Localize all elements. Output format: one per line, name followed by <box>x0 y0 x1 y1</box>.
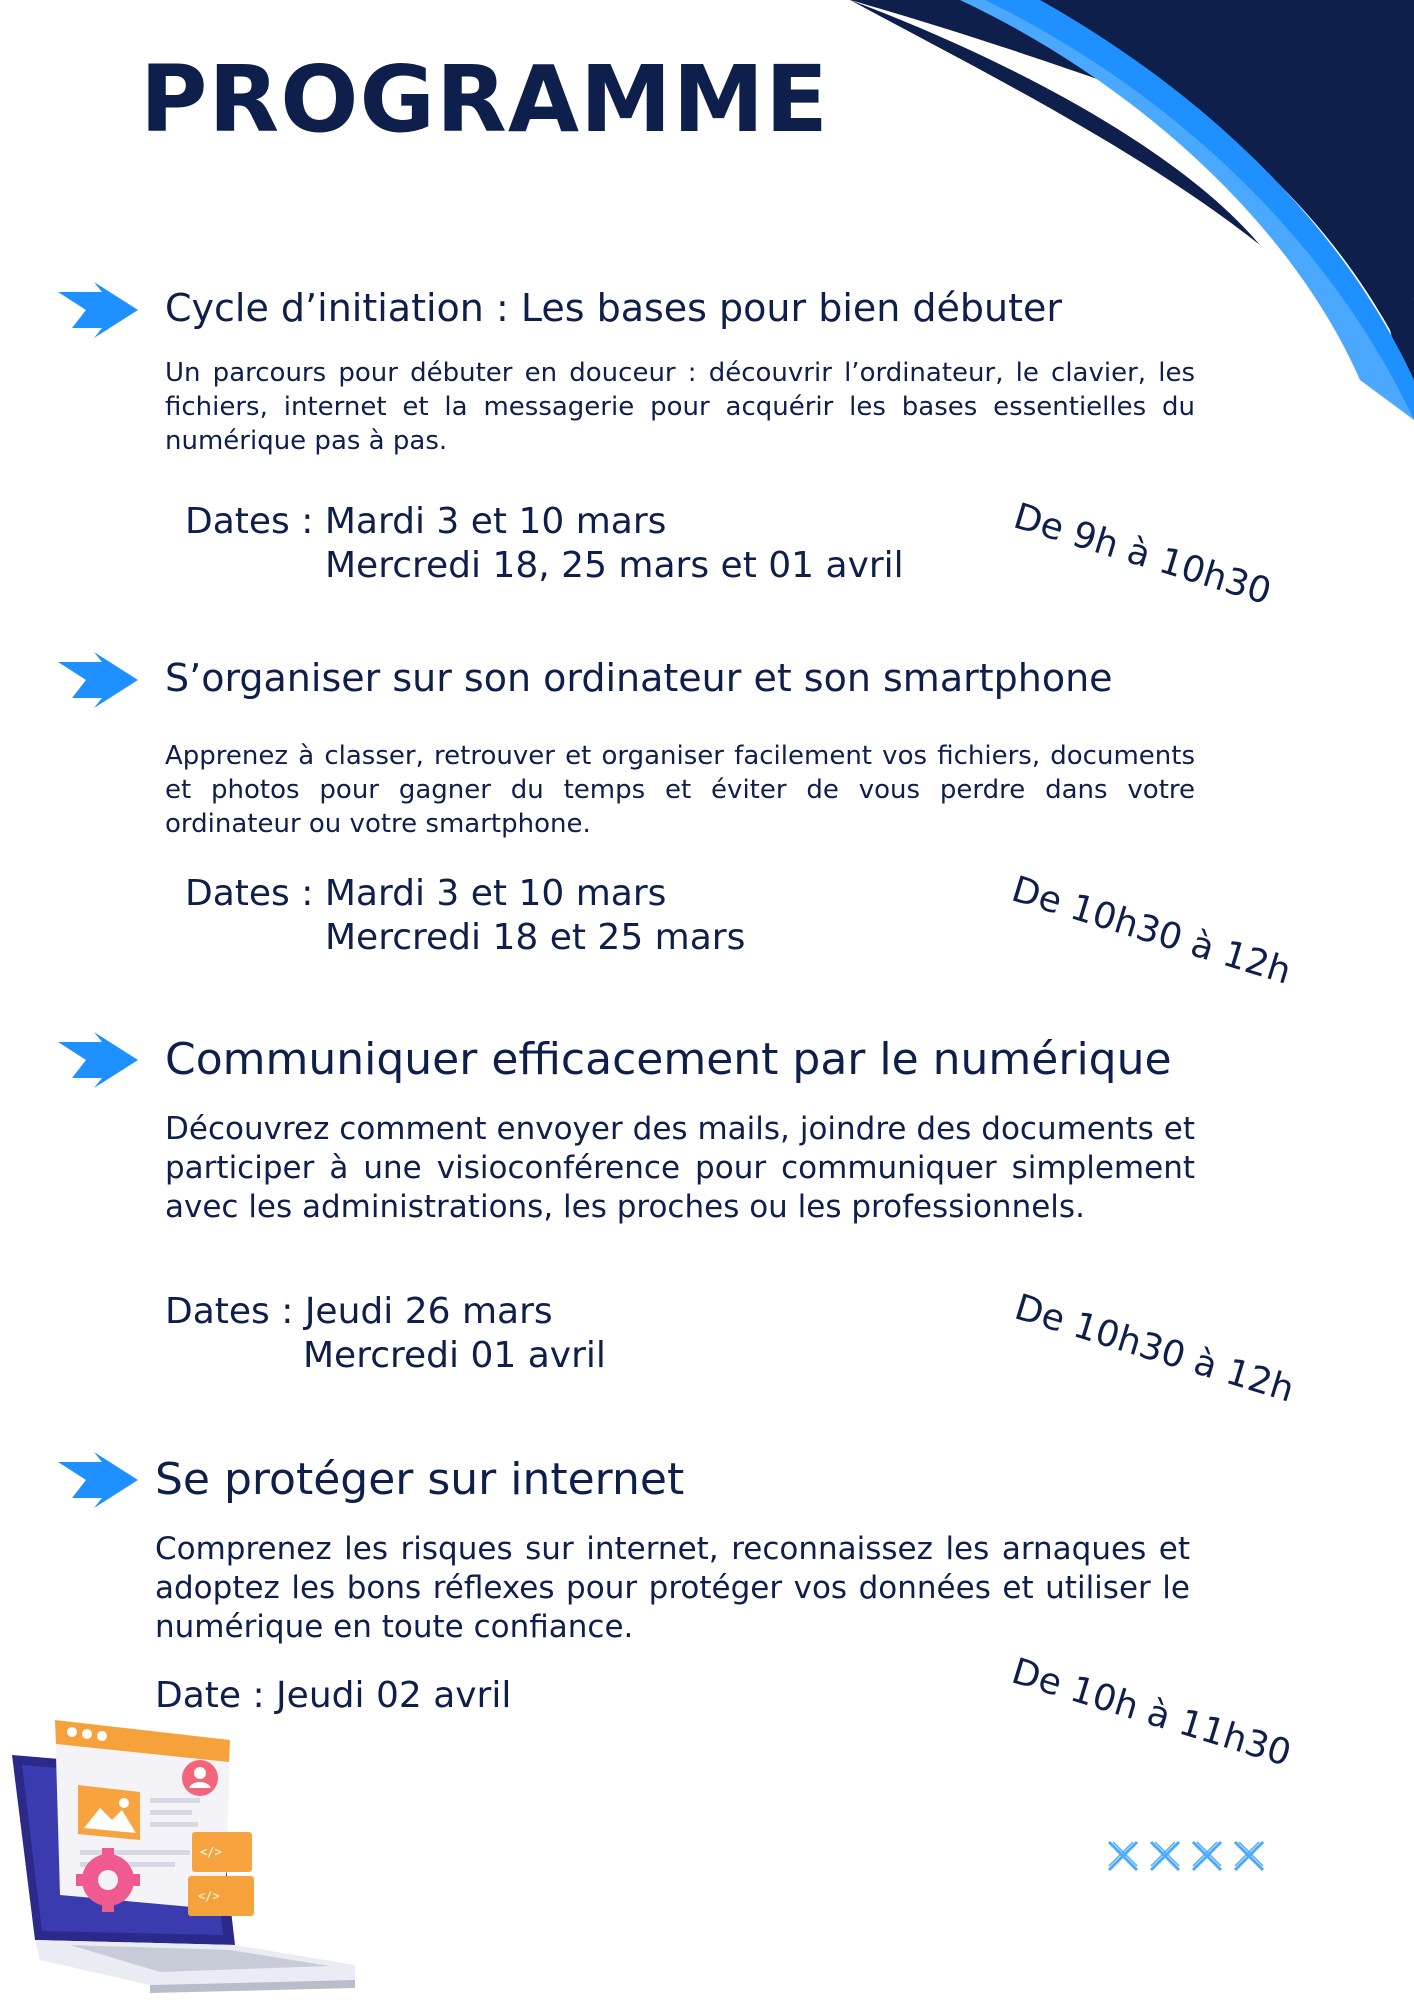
section-time-organiser: De 10h30 à 12h <box>1007 868 1296 993</box>
arrow-right-icon <box>58 282 138 338</box>
section-heading-initiation: Cycle d’initiation : Les bases pour bien débuter <box>165 286 1063 330</box>
cross-pattern-icon <box>1105 1838 1270 1878</box>
section-description-communiquer: Découvrez comment envoyer des mails, joindre des documents et participer à une visioconférence pour communiquer simplement avec les administrations, les proches ou les professionnels. <box>165 1111 1195 1225</box>
section-time-proteger: De 10h à 11h30 <box>1007 1650 1296 1775</box>
page-title: PROGRAMME <box>140 46 829 153</box>
section-heading-organiser: S’organiser sur son ordinateur et son smartphone <box>165 656 1113 700</box>
section-time-communiquer: De 10h30 à 12h <box>1010 1286 1299 1411</box>
section-heading-proteger: Se protéger sur internet <box>155 1454 685 1505</box>
dates-line: Dates : Mardi 3 et 10 mars <box>185 873 667 914</box>
dates-line: Dates : Mardi 3 et 10 mars <box>185 501 667 542</box>
dates-line: Dates : Jeudi 26 mars <box>165 1291 553 1332</box>
section-description-proteger: Comprenez les risques sur internet, reconnaissez les arnaques et adoptez les bons réflexes pour protéger vos données et utiliser le numérique en toute confiance. <box>155 1531 1190 1645</box>
arrow-right-icon <box>58 1032 138 1088</box>
section-heading-communiquer: Communiquer efficacement par le numérique <box>165 1034 1172 1085</box>
svg-text:</>: </> <box>200 1845 222 1859</box>
arrow-right-icon <box>58 1452 138 1508</box>
svg-text:</>: </> <box>198 1889 220 1903</box>
section-dates-initiation <box>185 500 904 588</box>
section-dates-organiser <box>185 872 745 960</box>
laptop-illustration-icon <box>0 1700 380 2000</box>
section-dates-communiquer <box>165 1290 606 1378</box>
dates-line: Mercredi 18, 25 mars et 01 avril <box>325 545 904 586</box>
section-description-initiation: Un parcours pour débuter en douceur : découvrir l’ordinateur, le clavier, les fichiers, internet et la messagerie pour acquérir les bases essentielles du numérique pas à pas. <box>165 358 1195 456</box>
section-time-initiation: De 9h à 10h30 <box>1009 495 1276 613</box>
section-description-organiser: Apprenez à classer, retrouver et organiser facilement vos fichiers, documents et photos pour gagner du temps et éviter de vous perdre dans votre ordinateur ou votre smartphone. <box>165 741 1195 839</box>
dates-line: Mercredi 01 avril <box>303 1335 606 1376</box>
dates-line: Mercredi 18 et 25 mars <box>325 917 746 958</box>
arrow-right-icon <box>58 652 138 708</box>
dates-line: Date : Jeudi 02 avril <box>155 1675 512 1716</box>
